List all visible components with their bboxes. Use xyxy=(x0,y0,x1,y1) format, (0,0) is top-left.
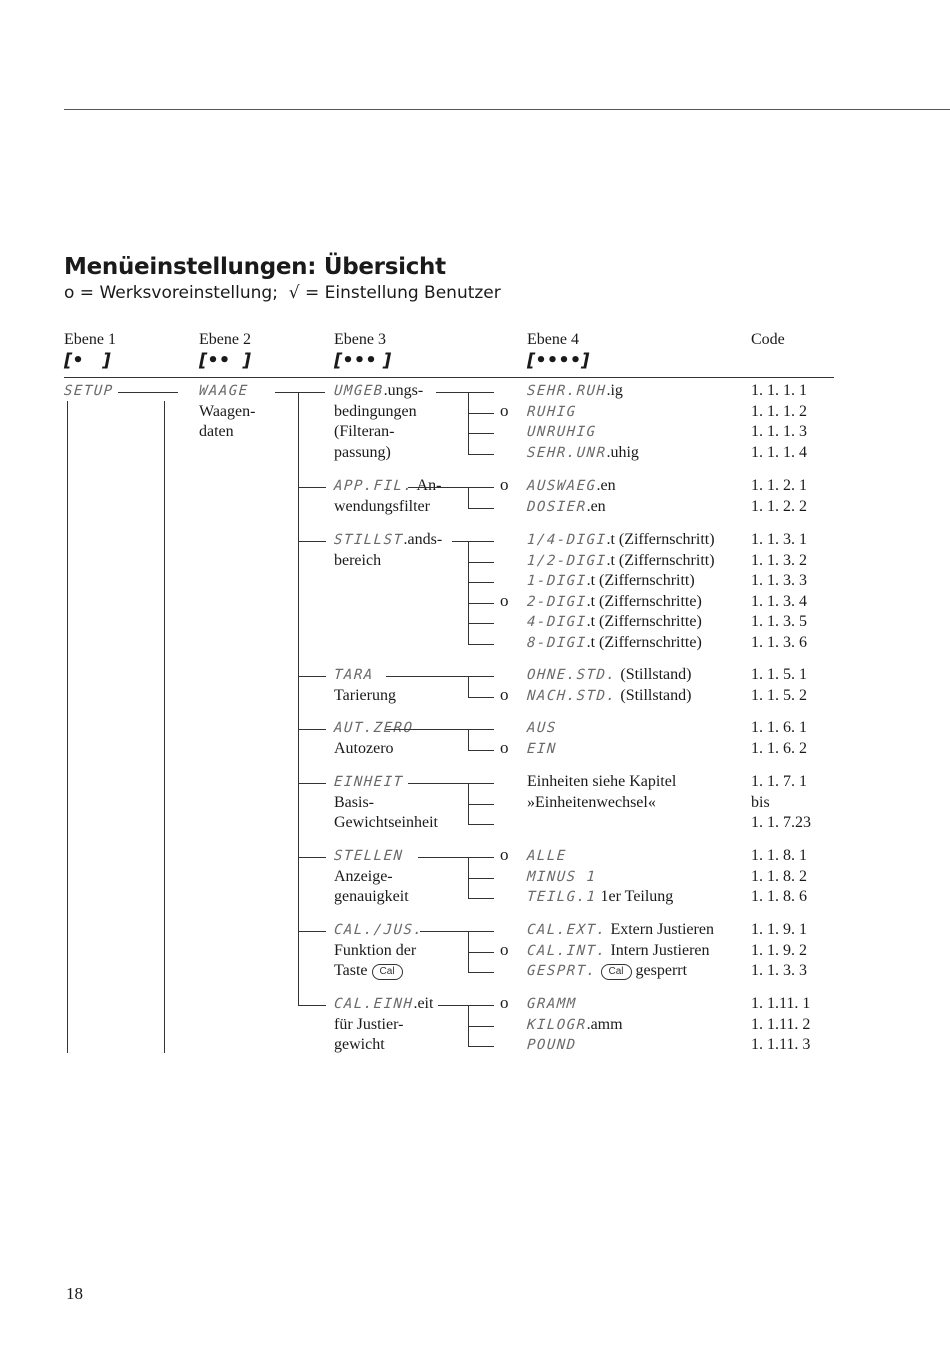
header-ebene-3: Ebene 3 xyxy=(334,331,386,348)
option-item xyxy=(527,920,714,940)
option-item xyxy=(527,592,702,612)
option-item xyxy=(527,665,691,685)
connector-to-option xyxy=(468,582,494,583)
option-code: 1. 1. 3. 3 xyxy=(751,962,807,979)
connector-to-level-3 xyxy=(298,857,326,858)
connector-l1-l2 xyxy=(118,392,178,393)
option-item xyxy=(527,887,673,907)
level-3-description: Anzeige- xyxy=(334,867,393,885)
option-code: 1. 1. 7. 1 xyxy=(751,773,807,790)
level-3-description: genauigkeit xyxy=(334,888,409,905)
level-3-description: (Filteran- xyxy=(334,423,395,440)
level-3-lcd-label: UMGEB xyxy=(333,383,385,399)
level-3-lcd-label: STILLST xyxy=(333,532,405,548)
connector-to-option xyxy=(468,508,494,509)
option-lcd-label: MINUS 1 xyxy=(526,868,598,885)
level-3-description: wendungsfilter xyxy=(334,497,430,515)
level-3-item xyxy=(334,665,374,685)
option-text: gesperrt xyxy=(635,962,688,979)
option-lcd-label: GESPRT. xyxy=(526,963,598,979)
option-lcd-label: UNRUHIG xyxy=(526,424,598,440)
connector-to-level-3 xyxy=(298,541,326,542)
level-3-description: Autozero xyxy=(334,739,394,757)
connector-to-option xyxy=(468,750,494,751)
level-3-indicator: [••• ] xyxy=(334,350,392,371)
option-item xyxy=(527,497,606,517)
option-item xyxy=(527,739,557,759)
level-3-lcd-label: STELLEN xyxy=(333,848,405,864)
level-3-item xyxy=(334,381,423,401)
option-item xyxy=(527,994,577,1014)
option-text: (Stillstand) xyxy=(616,686,692,704)
option-lcd-label: 8-DIGI xyxy=(526,634,588,651)
option-item xyxy=(527,846,567,866)
option-lcd-label: AUS xyxy=(526,720,558,736)
option-item xyxy=(527,941,710,961)
connector-to-level-3 xyxy=(298,487,326,488)
level-3-description: Tarierung xyxy=(334,686,396,704)
option-lcd-label: SEHR.RUH xyxy=(526,383,607,399)
connector-l3-l4 xyxy=(386,676,494,677)
connector-l3-l4 xyxy=(438,1005,494,1006)
connector-to-option xyxy=(468,623,494,624)
option-lcd-label: GRAMM xyxy=(526,996,578,1012)
level-3-item xyxy=(334,530,442,550)
option-text: Intern Justieren xyxy=(606,941,710,959)
header-ebene-2: Ebene 2 xyxy=(199,331,251,348)
option-code: 1. 1. 6. 2 xyxy=(751,739,807,757)
option-text: .t (Ziffernschritt) xyxy=(586,572,695,589)
connector-to-option xyxy=(468,454,494,455)
option-code: 1. 1. 2. 1 xyxy=(751,477,807,494)
option-item xyxy=(527,422,597,442)
level-2-indicator: [•• ] xyxy=(199,350,251,371)
legend-text: o = Werksvoreinstellung; √ = Einstellung Benutzer xyxy=(64,283,501,303)
cal-key-icon: Cal xyxy=(372,964,403,980)
option-lcd-label: POUND xyxy=(526,1037,578,1053)
option-item xyxy=(527,530,715,550)
option-lcd-label: SEHR.UNR xyxy=(526,444,607,461)
level-3-label-suffix: .ands- xyxy=(403,531,443,548)
option-text: .en xyxy=(586,497,606,515)
option-item xyxy=(527,612,702,632)
option-text: .ig xyxy=(606,382,623,399)
top-rule xyxy=(64,109,950,110)
level-3-item xyxy=(334,718,413,738)
option-text: »Einheitenwechsel« xyxy=(527,793,656,811)
option-text: Extern Justieren xyxy=(606,921,714,938)
option-text: .uhig xyxy=(606,443,639,461)
option-item xyxy=(527,718,557,738)
option-code: 1. 1. 1. 4 xyxy=(751,443,807,461)
option-code: 1. 1. 8. 2 xyxy=(751,867,807,885)
option-code: 1. 1. 3. 1 xyxy=(751,531,807,548)
option-code: 1. 1. 3. 3 xyxy=(751,572,807,589)
level-4-branch-line xyxy=(468,392,469,454)
header-code: Code xyxy=(751,331,785,348)
level-3-description: Taste Cal xyxy=(334,961,403,981)
option-text: .t (Ziffernschritt) xyxy=(606,531,715,548)
option-text: .en xyxy=(596,477,616,494)
option-code: 1. 1.11. 1 xyxy=(751,995,811,1012)
option-code: bis xyxy=(751,793,770,811)
level-3-description: gewicht xyxy=(334,1036,385,1053)
level-3-lcd-label: EINHEIT xyxy=(333,774,405,790)
option-lcd-label: NACH.STD. xyxy=(526,687,617,704)
level-3-lcd-label: TARA xyxy=(333,667,375,683)
connector-to-option xyxy=(468,433,494,434)
level-3-item xyxy=(334,476,441,496)
level-3-description: Gewichtseinheit xyxy=(334,814,438,831)
option-text: .t (Ziffernschritte) xyxy=(586,613,702,630)
option-code: 1. 1. 5. 2 xyxy=(751,686,807,704)
page-title: Menüeinstellungen: Übersicht xyxy=(64,254,446,280)
connector-l3-l4 xyxy=(386,729,494,730)
level-1-indicator: [• ] xyxy=(64,350,111,371)
option-text: 1er Teilung xyxy=(596,888,674,905)
option-code: 1. 1. 3. 2 xyxy=(751,551,807,569)
connector-to-option xyxy=(468,952,494,953)
level-4-branch-line xyxy=(468,676,469,697)
option-item xyxy=(527,961,687,981)
option-item xyxy=(527,633,702,653)
page-number: 18 xyxy=(66,1284,83,1303)
option-lcd-label: 1/4-DIGI xyxy=(526,532,607,548)
option-lcd-label: RUHIG xyxy=(526,403,578,420)
level-1-setup-label: SETUP xyxy=(63,383,115,399)
factory-default-marker: o xyxy=(500,590,509,610)
option-code: 1. 1. 1. 3 xyxy=(751,423,807,440)
level-3-label-suffix: .ungs- xyxy=(383,382,424,399)
level-3-label-suffix: An- xyxy=(413,477,442,494)
option-code: 1. 1. 9. 1 xyxy=(751,921,807,938)
level-2-description: Waagen- xyxy=(199,402,256,420)
factory-default-marker: o xyxy=(500,737,509,757)
connector-to-level-3 xyxy=(298,729,326,730)
header-rule xyxy=(64,377,834,378)
option-item xyxy=(527,686,691,706)
option-code: 1. 1. 6. 1 xyxy=(751,719,807,736)
option-lcd-label: CAL.INT. xyxy=(526,942,607,959)
option-lcd-label: OHNE.STD. xyxy=(526,667,617,683)
connector-l3-l4 xyxy=(420,931,494,932)
level-3-lcd-label: CAL./JUS. xyxy=(333,922,424,938)
level-3-description: Basis- xyxy=(334,793,374,811)
option-lcd-label: 2-DIGI xyxy=(526,593,588,610)
option-text: .t (Ziffernschritte) xyxy=(586,592,702,610)
option-code: 1. 1. 2. 2 xyxy=(751,497,807,515)
option-item xyxy=(527,381,623,401)
option-item xyxy=(527,551,715,571)
connector-l2-l3 xyxy=(275,392,325,393)
connector-to-option xyxy=(468,644,494,645)
option-lcd-label: AUSWAEG xyxy=(526,478,598,494)
option-code: 1. 1. 1. 2 xyxy=(751,402,807,420)
level-1-branch-line xyxy=(67,401,68,1053)
level-3-description: Funktion der xyxy=(334,941,417,959)
header-ebene-1: Ebene 1 xyxy=(64,331,116,348)
option-code: 1. 1.11. 2 xyxy=(751,1015,811,1033)
option-item xyxy=(527,867,597,887)
option-item xyxy=(527,793,656,813)
connector-l3-l4 xyxy=(436,392,494,393)
option-code: 1. 1. 3. 4 xyxy=(751,592,807,610)
option-code: 1. 1. 8. 1 xyxy=(751,847,807,864)
option-text: .t (Ziffernschritte) xyxy=(586,633,702,651)
level-3-item xyxy=(334,846,404,866)
level-3-description: für Justier- xyxy=(334,1015,404,1033)
option-lcd-label: 4-DIGI xyxy=(526,614,588,630)
factory-default-marker: o xyxy=(500,684,509,704)
connector-to-option xyxy=(468,603,494,604)
factory-default-marker: o xyxy=(500,475,509,494)
level-3-lcd-label: APP.FIL. xyxy=(333,478,414,494)
option-code: 1. 1. 1. 1 xyxy=(751,382,807,399)
level-4-branch-line xyxy=(468,487,469,508)
option-lcd-label: KILOGR xyxy=(526,1016,588,1033)
level-3-lcd-label: CAL.EINH xyxy=(333,996,414,1012)
connector-to-option xyxy=(468,413,494,414)
level-3-item xyxy=(334,920,423,940)
connector-to-option xyxy=(468,898,494,899)
factory-default-marker: o xyxy=(500,400,509,420)
connector-l3-l4 xyxy=(408,487,494,488)
connector-l3-l4 xyxy=(418,857,494,858)
option-code: 1. 1. 7.23 xyxy=(751,814,811,831)
option-code: 1. 1. 3. 5 xyxy=(751,613,807,630)
option-text: Einheiten siehe Kapitel xyxy=(527,773,677,790)
factory-default-marker: o xyxy=(500,845,509,864)
option-item xyxy=(527,1015,623,1035)
option-text: .amm xyxy=(586,1015,623,1033)
option-lcd-label: DOSIER xyxy=(526,498,588,515)
option-code: 1. 1. 5. 1 xyxy=(751,666,807,683)
level-3-label-suffix: .eit xyxy=(413,995,434,1012)
connector-to-option xyxy=(468,878,494,879)
option-lcd-label: 1/2-DIGI xyxy=(526,552,607,569)
connector-to-option xyxy=(468,1026,494,1027)
connector-to-option xyxy=(468,972,494,973)
level-3-description: bereich xyxy=(334,551,382,569)
option-lcd-label: ALLE xyxy=(526,848,568,864)
option-lcd-label: EIN xyxy=(526,740,558,757)
option-item xyxy=(527,402,577,422)
option-item xyxy=(527,571,695,591)
connector-l3-l4 xyxy=(408,783,494,784)
level-3-item xyxy=(334,772,404,792)
connector-l3-l4 xyxy=(452,541,494,542)
level-3-branch-line xyxy=(298,392,299,1005)
level-4-branch-line xyxy=(468,541,469,644)
header-ebene-4: Ebene 4 xyxy=(527,331,579,348)
factory-default-marker: o xyxy=(500,993,509,1012)
connector-to-level-3 xyxy=(298,783,326,784)
connector-to-option xyxy=(468,804,494,805)
level-3-item xyxy=(334,994,433,1014)
level-4-branch-line xyxy=(468,729,469,750)
option-text: .t (Ziffernschritt) xyxy=(606,551,715,569)
option-code: 1. 1. 3. 6 xyxy=(751,633,807,651)
option-code: 1. 1. 9. 2 xyxy=(751,941,807,959)
level-2-waage-label: WAAGE xyxy=(198,383,250,399)
connector-to-level-3 xyxy=(298,931,326,932)
option-lcd-label: TEILG.1 xyxy=(526,889,598,905)
level-3-description: bedingungen xyxy=(334,402,417,420)
level-3-description: passung) xyxy=(334,443,391,461)
option-item xyxy=(527,476,616,496)
connector-to-level-3 xyxy=(298,1005,326,1006)
option-lcd-label: 1-DIGI xyxy=(526,573,588,589)
connector-to-option xyxy=(468,824,494,825)
level-2-description: daten xyxy=(199,423,234,440)
connector-to-option xyxy=(468,562,494,563)
factory-default-marker: o xyxy=(500,939,509,959)
option-item xyxy=(527,772,676,792)
option-item xyxy=(527,443,639,463)
option-text: (Stillstand) xyxy=(616,666,692,683)
cal-key-icon: Cal xyxy=(601,964,632,980)
level-2-branch-line xyxy=(164,401,165,1053)
option-code: 1. 1. 8. 6 xyxy=(751,888,807,905)
option-item xyxy=(527,1035,577,1055)
connector-to-option xyxy=(468,697,494,698)
connector-to-level-3 xyxy=(298,676,326,677)
level-4-indicator: [••••] xyxy=(527,350,590,371)
option-lcd-label: CAL.EXT. xyxy=(526,922,607,938)
level-3-lcd-label: AUT.ZERO xyxy=(333,720,414,736)
option-code: 1. 1.11. 3 xyxy=(751,1036,811,1053)
connector-to-option xyxy=(468,1046,494,1047)
